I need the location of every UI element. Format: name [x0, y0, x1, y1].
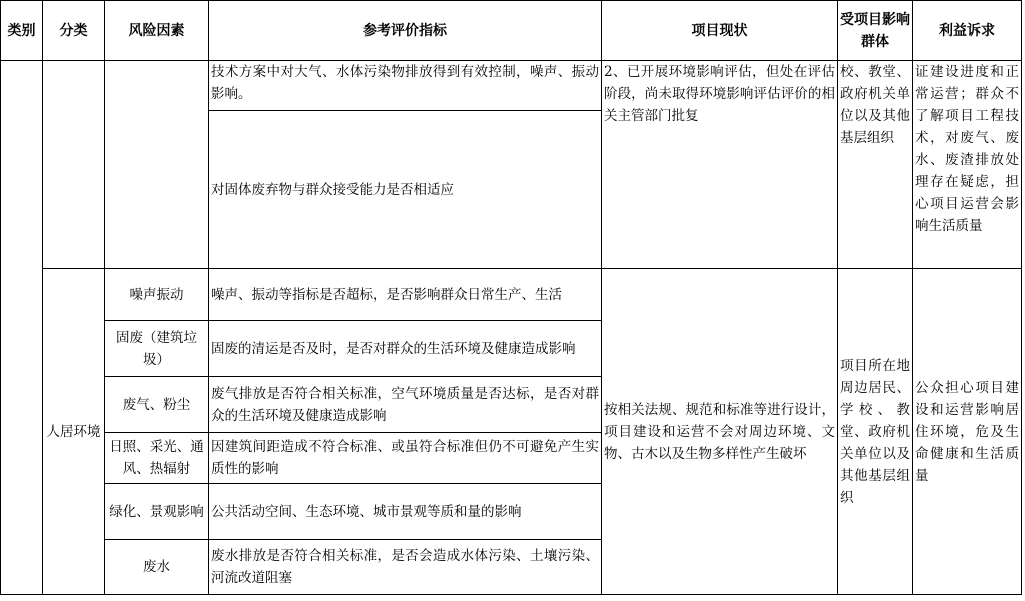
category-cell [1, 61, 43, 595]
indicator-cell: 技术方案中对大气、水体污染物排放得到有效控制，噪声、振动影响。 [209, 61, 602, 111]
risk-factor-cell: 噪声振动 [105, 269, 209, 321]
header-category: 类别 [1, 1, 43, 61]
risk-factor-cell-top [105, 61, 209, 269]
appeal-cell: 公众担心项目建设和运营影响居住环境，危及生命健康和生活质量 [913, 269, 1022, 595]
affected-groups-cell: 项目所在地周边居民、学校、教堂、政府机关单位以及其他基层组织 [838, 269, 913, 595]
subcategory-cell-residential: 人居环境 [43, 269, 105, 595]
indicator-cell: 因建筑间距造成不符合标准、或虽符合标准但仍不可避免产生实质性的影响 [209, 433, 602, 484]
header-row [1, 1, 1022, 61]
table-row [1, 269, 1022, 321]
indicator-cell: 固废的清运是否及时，是否对群众的生活环境及健康造成影响 [209, 321, 602, 377]
header-subcategory: 分类 [43, 1, 105, 61]
appeal-cell: 证建设进度和正常运营；群众不了解项目工程技术，对废气、废水、废渣排放处理存在疑虑，担心项目运营会影响生活质量 [913, 61, 1022, 269]
indicator-cell: 公共活动空间、生态环境、城市景观等质和量的影响 [209, 484, 602, 540]
risk-factor-cell: 绿化、景观影响 [105, 484, 209, 540]
risk-factor-cell: 废气、粉尘 [105, 377, 209, 433]
indicator-cell: 废气排放是否符合相关标准，空气环境质量是否达标，是否对群众的生活环境及健康造成影响 [209, 377, 602, 433]
affected-groups-cell: 校、教堂、政府机关单位以及其他基层组织 [838, 61, 913, 269]
indicator-cell: 对固体废弃物与群众接受能力是否相适应 [209, 111, 602, 269]
risk-factor-cell: 固废（建筑垃圾） [105, 321, 209, 377]
header-risk-factor: 风险因素 [105, 1, 209, 61]
indicator-cell: 噪声、振动等指标是否超标，是否影响群众日常生产、生活 [209, 269, 602, 321]
status-cell: 2、已开展环境影响评估，但处在评估阶段，尚未取得环境影响评估评价的相关主管部门批复 [602, 61, 838, 269]
risk-factor-cell: 废水 [105, 540, 209, 595]
table-row [1, 61, 1022, 111]
indicator-cell: 废水排放是否符合相关标准，是否会造成水体污染、土壤污染、河流改道阻塞 [209, 540, 602, 595]
header-appeal: 利益诉求 [913, 1, 1022, 61]
risk-factor-cell: 日照、采光、通风、热辐射 [105, 433, 209, 484]
status-cell: 按相关法规、规范和标准等进行设计，项目建设和运营不会对周边环境、文物、古木以及生物多样性产生破坏 [602, 269, 838, 595]
subcategory-cell-top [43, 61, 105, 269]
header-status: 项目现状 [602, 1, 838, 61]
header-indicator: 参考评价指标 [209, 1, 602, 61]
header-affected-groups: 受项目影响群体 [838, 1, 913, 61]
